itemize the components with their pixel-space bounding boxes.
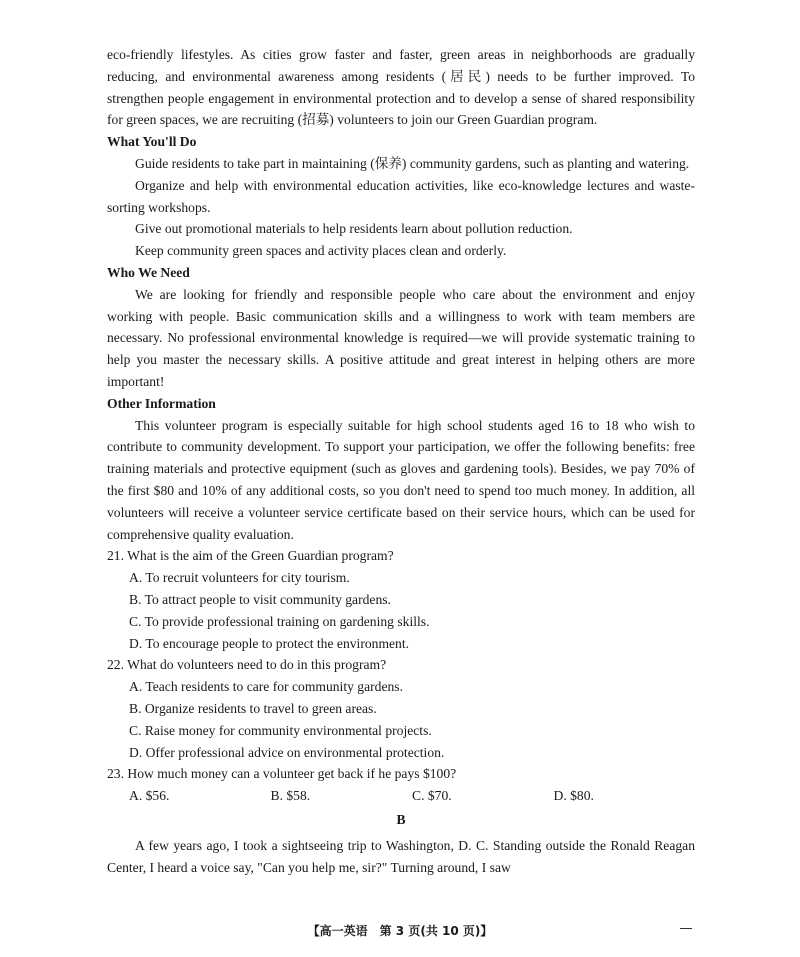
answer-option: A. Teach residents to care for community gardens. (129, 679, 403, 695)
exam-page (107, 44, 695, 878)
section-b-label: B (396, 811, 406, 827)
other-heading: Other Information (107, 395, 216, 411)
other-paragraph: This volunteer program is especially suitable for high school students aged 16 to 18 who wish to contribute to community development. To support your participation, we offer the following benefits: free training materials and protective equipment (such as gloves and gardening tools). Besides, we pay 70% of the first $80 and 10% of any additional costs, so you don't need to spend too much money. In addition, all volunteers will receive a volunteer service certificate based on their service hours, which can be used for comprehensive quality evaluation. (107, 417, 695, 542)
question-stem: 22. What do volunteers need to do in this program? (107, 657, 387, 673)
what-item: Guide residents to take part in maintaining (保养) community gardens, such as planting and watering. (135, 155, 690, 171)
who-heading: Who We Need (107, 264, 190, 280)
answer-option: C. To provide professional training on gardening skills. (129, 613, 430, 629)
answer-option: A. To recruit volunteers for city tourism. (129, 570, 350, 586)
intro-paragraph: eco-friendly lifestyles. As cities grow faster and faster, green areas in neighborhoods are gradually reducing, and environmental awareness among residents (居民) needs to be further improved. To strengthen people engagement in environmental protection and to develop a sense of shared responsibility for green spaces, we are recruiting (招募) volunteers to join our Green Guardian program. (107, 47, 695, 128)
answer-option: D. $80. (553, 788, 594, 804)
answer-option: D. Offer professional advice on environmental protection. (129, 744, 445, 760)
answer-option: B. Organize residents to travel to green areas. (129, 700, 377, 716)
what-item: Organize and help with environmental education activities, like eco-knowledge lectures and waste-sorting workshops. (107, 177, 695, 215)
what-item: Keep community green spaces and activity places clean and orderly. (135, 243, 507, 259)
who-paragraph: We are looking for friendly and responsible people who care about the environment and enjoy working with people. Basic communication skills and a willingness to work with team members are necessary. No professional environmental knowledge is required—we will provide systematic training to help you master the necessary skills. A positive attitude and great interest in helping others are more important! (107, 286, 695, 389)
answer-option: D. To encourage people to protect the environment. (129, 635, 410, 651)
answer-options-row (129, 785, 695, 807)
what-item: Give out promotional materials to help residents learn about pollution reduction. (135, 221, 573, 237)
page-footer: 【高一英语 第 3 页(共 10 页)】 (307, 924, 493, 938)
question-stem: 23. How much money can a volunteer get back if he pays $100? (107, 766, 457, 782)
answer-option: A. $56. (129, 788, 170, 804)
section-b-paragraph: A few years ago, I took a sightseeing trip to Washington, D. C. Standing outside the Ronald Reagan Center, I heard a voice say, "Can you help me, sir?" Turning around, I saw (107, 837, 695, 875)
answer-option: B. To attract people to visit community gardens. (129, 591, 391, 607)
answer-option: C. Raise money for community environmental projects. (129, 722, 432, 738)
what-heading: What You'll Do (107, 134, 197, 150)
corner-mark (680, 928, 692, 929)
answer-option: C. $70. (412, 788, 452, 804)
question-stem: 21. What is the aim of the Green Guardian program? (107, 548, 394, 564)
answer-option: B. $58. (270, 788, 311, 804)
